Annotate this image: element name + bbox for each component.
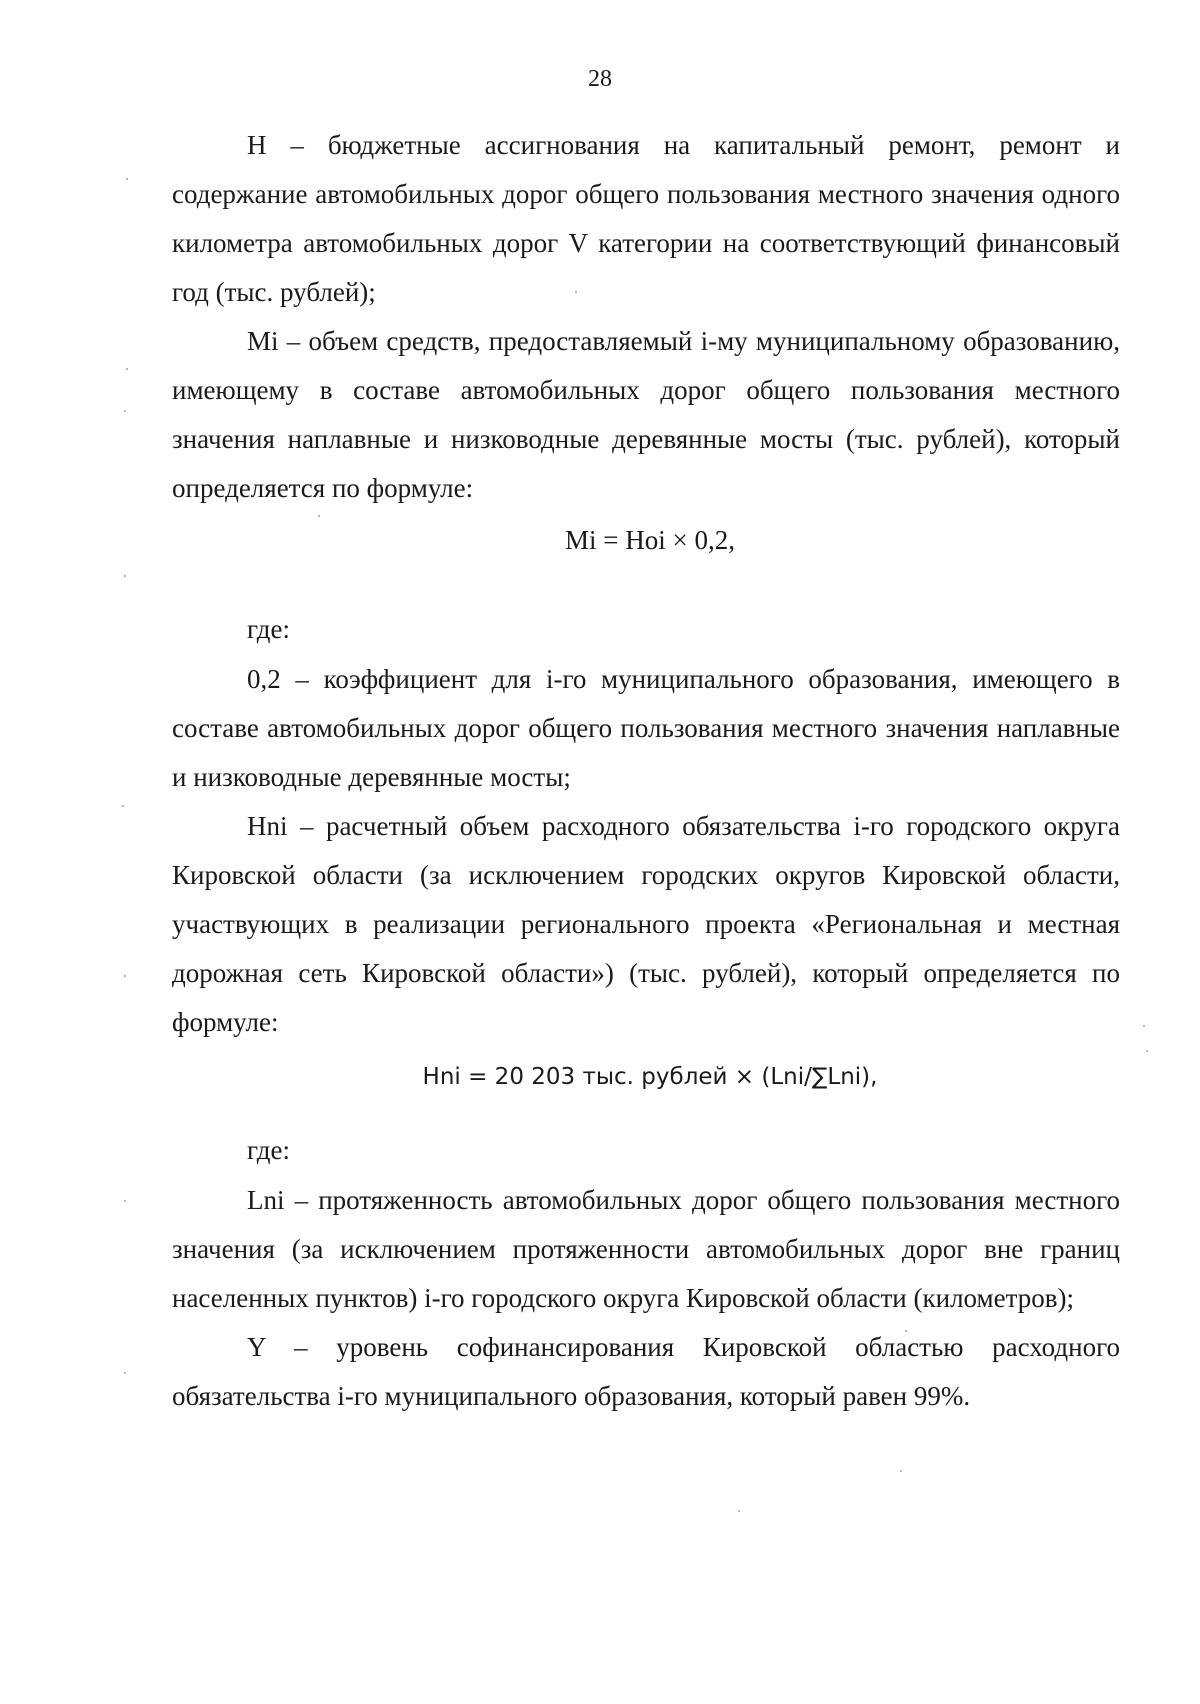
- scan-speck: [738, 1510, 740, 1512]
- scan-speck: [905, 1330, 907, 1332]
- text-section-3: [172, 1176, 1120, 1421]
- scan-speck: [318, 515, 320, 517]
- scan-speck: [124, 1372, 126, 1374]
- where-label-1: где:: [247, 614, 290, 644]
- paragraph-y-definition: Y – уровень софинансирования Кировской областью расходного обязательства i-го муниципального образования, который равен 99%.: [172, 1332, 1120, 1411]
- paragraph-lni-definition: Lni – протяженность автомобильных дорог общего пользования местного значения (за исключением протяженности автомобильных дорог вне границ населенных пунктов) i-го городского округа Кировской области (километров);: [172, 1185, 1120, 1313]
- scan-speck: [126, 368, 128, 370]
- scan-speck: [1146, 1050, 1148, 1052]
- scan-speck: [124, 1200, 126, 1202]
- scan-speck: [900, 1470, 902, 1472]
- scan-speck: [124, 975, 126, 977]
- scan-speck: [124, 410, 126, 412]
- text-section-2: [172, 655, 1120, 1047]
- scan-speck: [1143, 1025, 1145, 1027]
- paragraph-h-definition: Н – бюджетные ассигнования на капитальный ремонт, ремонт и содержание автомобильных дорог общего пользования местного значения одного километра автомобильных дорог V категории на соответствующий финансовый год (тыс. рублей);: [172, 130, 1120, 307]
- formula-mi: Mi = Hoi × 0,2,: [565, 525, 735, 555]
- scan-speck: [122, 805, 124, 807]
- scan-speck: [124, 575, 126, 577]
- scan-speck: [575, 291, 577, 293]
- paragraph-mi-definition: Mi – объем средств, предоставляемый i-му муниципальному образованию, имеющему в составе автомобильных дорог общего пользования местного значения наплавные и низководные деревянные мосты (тыс. рублей), который определяется по формуле:: [172, 326, 1120, 503]
- text-section-1: [172, 121, 1120, 513]
- scan-speck: [126, 178, 128, 180]
- paragraph-coefficient-definition: 0,2 – коэффициент для i-го муниципального образования, имеющего в составе автомобильных дорог общего пользования местного значения наплавные и низководные деревянные мосты;: [172, 664, 1120, 792]
- where-label-2: где:: [247, 1135, 290, 1165]
- formula-hni: Hni = 20 203 тыс. рублей × (Lni/∑Lni),: [422, 1064, 878, 1090]
- page-number: 28: [588, 66, 612, 92]
- paragraph-hni-definition: Hni – расчетный объем расходного обязательства i-го городского округа Кировской области (за исключением городских округов Кировской области, участвующих в реализации регионального проекта «Региональная и местная дорожная сеть Кировской области») (тыс. рублей), который определяется по формуле:: [172, 811, 1120, 1037]
